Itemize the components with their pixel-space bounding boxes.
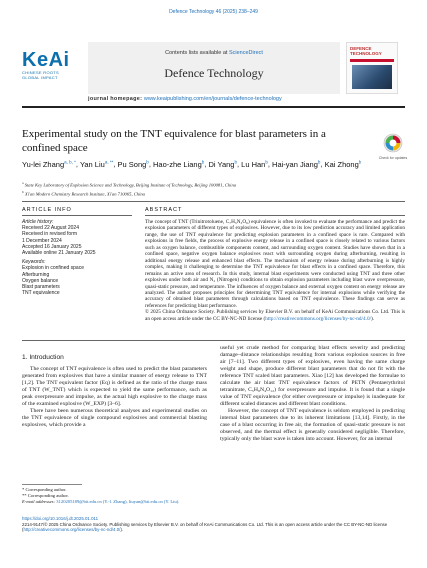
logo-text: KeAi xyxy=(22,49,70,71)
crossmark-label: Check for updates xyxy=(378,156,408,160)
keai-logo[interactable] xyxy=(22,50,80,80)
rights-line: 2214-9147/© 2025 China Ordnance Society. Publishing services by Elsevier B.V. on behalf of KeAi Communications Co. Ltd. This is an open access article under the CC BY-NC-ND license (http://creativecommons.org/licenses/by-nc-nd/4.0/). xyxy=(22,521,388,533)
author[interactable]: Hao-zhe Liang$^b$ xyxy=(152,159,205,169)
abstract-body xyxy=(145,219,405,322)
cover-band xyxy=(350,59,394,62)
body-column-left xyxy=(22,366,207,429)
crossmark-icon[interactable] xyxy=(383,133,403,153)
author[interactable]: Kai Zhong$^b$ xyxy=(324,159,362,169)
keyword: TNT equivalence xyxy=(22,290,60,297)
email-line: E-mail addresses: 3120205189@bit.edu.cn (Y.-l. Zhang), liuyan@bit.edu.cn (Y. Liu). xyxy=(22,499,180,504)
section-heading: 1. Introduction xyxy=(22,354,64,361)
article-info-heading: ARTICLE INFO xyxy=(22,207,72,213)
author-list: Yu-lei Zhang$^{a, b, *}$, Yan Liu$^{a, **}$, Pu Song$^b$, Hao-zhe Liang$^b$, Di Yang$^b$, Lu Han$^b$, Hai-yan Jiang$^b$, Kai Zhong$^b$ xyxy=(22,159,362,169)
keyword: Oxygen balance xyxy=(22,277,59,284)
article-history xyxy=(22,219,132,296)
author[interactable]: Di Yang$^b$ xyxy=(208,159,237,169)
author[interactable]: Lu Han$^b$ xyxy=(241,159,268,169)
bottom-notes xyxy=(22,516,405,533)
journal-cover[interactable] xyxy=(346,42,398,94)
footnotes xyxy=(22,487,207,505)
author[interactable]: Yu-lei Zhang$^{a, b, *}$ xyxy=(22,159,76,169)
affiliation-divider xyxy=(22,201,405,202)
paragraph: There have been numerous theoretical analyses and experimental studies on the TNT equivalence of single compound explosives and commercial blasting explosives, which provide a xyxy=(22,408,207,428)
history-line: Available online 21 January 2025 xyxy=(22,250,96,257)
keyword: Explosion in confined space xyxy=(22,265,84,272)
author[interactable]: Pu Song$^b$ xyxy=(117,159,149,169)
abstract-text: The concept of TNT (Trinitrotoluene, C₇H₅N₃O₆) equivalence is often invoked to evaluate the performance and predict the explosion parameters of different types of explosives. However, due to its low prediction accuracy and limited application range, the use of TNT equivalence for predicting explosion parameters in a confined space is rare. Compared with explosions in free fields, the process of explosive energy release in a confined space is closely related to various factors such as oxygen balance, combustible components content, and surrounding oxygen content. Studies have shown that in a confined space, negative oxygen balance explosives react with surrounding oxygen during afterburning, resulting in additional energy release and enhanced blast effects. The mechanism of energy release during afterburning is highly complex, making it challenging to determine the TNT equivalence for blast effects in a confined space. Therefore, this remains an active area of research. In this study, internal blast experiments were conducted using TNT and three other explosives under both air and N₂ (Nitrogen) conditions to obtain explosion parameters including blast wave overpressure, quasi-static pressure, and temperature. The influences of oxygen balance and external oxygen content on energy release are analyzed. The author proposes principles for determining TNT equivalence for internal explosions while verifying the accuracy of obtained blast parameters through calculations based on TNT equivalence. These findings can serve as references for predicting blast performance. xyxy=(145,219,405,309)
footnote-divider xyxy=(22,484,82,485)
author[interactable]: Hai-yan Jiang$^b$ xyxy=(272,159,321,169)
affiliations xyxy=(22,180,405,197)
abstract-bottom-divider xyxy=(22,340,405,341)
email-links[interactable]: 3120205189@bit.edu.cn (Y.-l. Zhang), liuyan@bit.edu.cn (Y. Liu). xyxy=(56,499,180,504)
homepage-link[interactable]: www.keaipublishing.com/en/journals/defence-technology xyxy=(143,96,282,102)
history-line: 1 December 2024 xyxy=(22,237,62,244)
logo-subtitle: CHINESE ROOTS GLOBAL IMPACT xyxy=(22,70,60,80)
abstract-heading: ABSTRACT xyxy=(145,207,183,213)
license-link[interactable]: http://creativecommons.org/licenses/by-nc-nd/4.0/ xyxy=(23,527,121,533)
article-title: Experimental study on the TNT equivalence for blast parameters in a confined space xyxy=(22,128,326,154)
sciencedirect-link[interactable]: ScienceDirect xyxy=(228,50,263,56)
journal-homepage xyxy=(88,96,398,102)
cover-title: DEFENCE TECHNOLOGY xyxy=(350,46,382,56)
journal-title: Defence Technology xyxy=(164,66,264,80)
contents-line xyxy=(88,50,340,56)
history-heading: Article history: xyxy=(22,219,54,225)
keyword: Blast parameters xyxy=(22,284,60,291)
history-line: Received in revised form xyxy=(22,231,78,238)
paragraph: useful yet crude method for comparing blast effects severity and predicting damage–distance relationships resulting from various explosion sources in free air [7–11]. Two different types of explosives, even having the same charge weight and shape, produce different blast parameters that do not fit with the reference TNT scaled blast parameters. Xiao [12] has developed the formulae to calculate the air blast TNT equivalence factors of PETN (Pentaerythritol tetranitrate, C₅H₈N₄O₁₂) for overpressure and impulse. It is found that a single value of TNT equivalence (for either overpressure or impulse) is inadequate for different scaled distances and different blast conditions. xyxy=(220,345,405,407)
homepage-label: journal homepage: xyxy=(88,96,143,102)
paragraph: The concept of TNT equivalence is often used to predict the blast parameters generated from explosives that have a similar manner of energy release to TNT [1,2]. The TNT equivalent factor (Eq) is defined as the ratio of the charge mass of TNT (W_TNT) which is expected to yield the same performance, such as peak overpressure and impulse, as the actual high explosive to the charge mass of the examined explosive (W_EXP) [3–6]. xyxy=(22,366,207,407)
keyword: Afterburning xyxy=(22,271,50,278)
keywords-heading: Keywords: xyxy=(22,259,46,266)
author[interactable]: Yan Liu$^{a, **}$ xyxy=(79,159,114,169)
history-line: Received 22 August 2024 xyxy=(22,225,79,232)
header-divider xyxy=(22,106,405,108)
doi-link[interactable]: https://doi.org/10.1016/j.dt.2025.01.011 xyxy=(22,516,99,521)
affiliation: $^a$ State Key Laboratory of Explosion Science and Technology, Beijing Institute of Technology, Beijing 100081, China xyxy=(22,181,237,188)
contents-prefix: Contents lists available at xyxy=(165,50,228,56)
abstract-rule xyxy=(145,215,405,216)
history-line: Accepted 16 January 2025 xyxy=(22,243,82,250)
journal-reference[interactable]: Defence Technology 46 (2025) 238–249 xyxy=(169,9,258,15)
abstract-copyright: © 2025 China Ordnance Society. Publishing services by Elsevier B.V. on behalf of KeAi Communications Co. Ltd. This is an open access article under the CC BY-NC-ND license (http://creativecommons.org/licenses/by-nc-nd/4.0/). xyxy=(145,309,405,322)
paragraph: However, the concept of TNT equivalence is seldom employed in predicting internal blast parameters due to its inherent limitations [13,14]. Firstly, in the case of a blast occurring in free air, the formation of quasi-static pressure is not observed, and the thermal effect is generally considered negligible. Therefore, typically only the blast wave is taken into account. However, for an internal xyxy=(220,408,405,442)
cover-image xyxy=(352,65,392,89)
corresponding-note: * Corresponding author. xyxy=(22,487,67,492)
article-info-rule xyxy=(22,215,132,216)
corresponding-note: ** Corresponding author. xyxy=(22,493,69,498)
body-column-right xyxy=(220,345,405,443)
affiliation: $^b$ Xi'an Modern Chemistry Research Institute, Xi'an 710065, China xyxy=(22,189,145,197)
license-link[interactable]: http://creativecommons.org/licenses/by-nc-nd/4.0/ xyxy=(265,315,372,322)
journal-banner xyxy=(88,42,340,94)
